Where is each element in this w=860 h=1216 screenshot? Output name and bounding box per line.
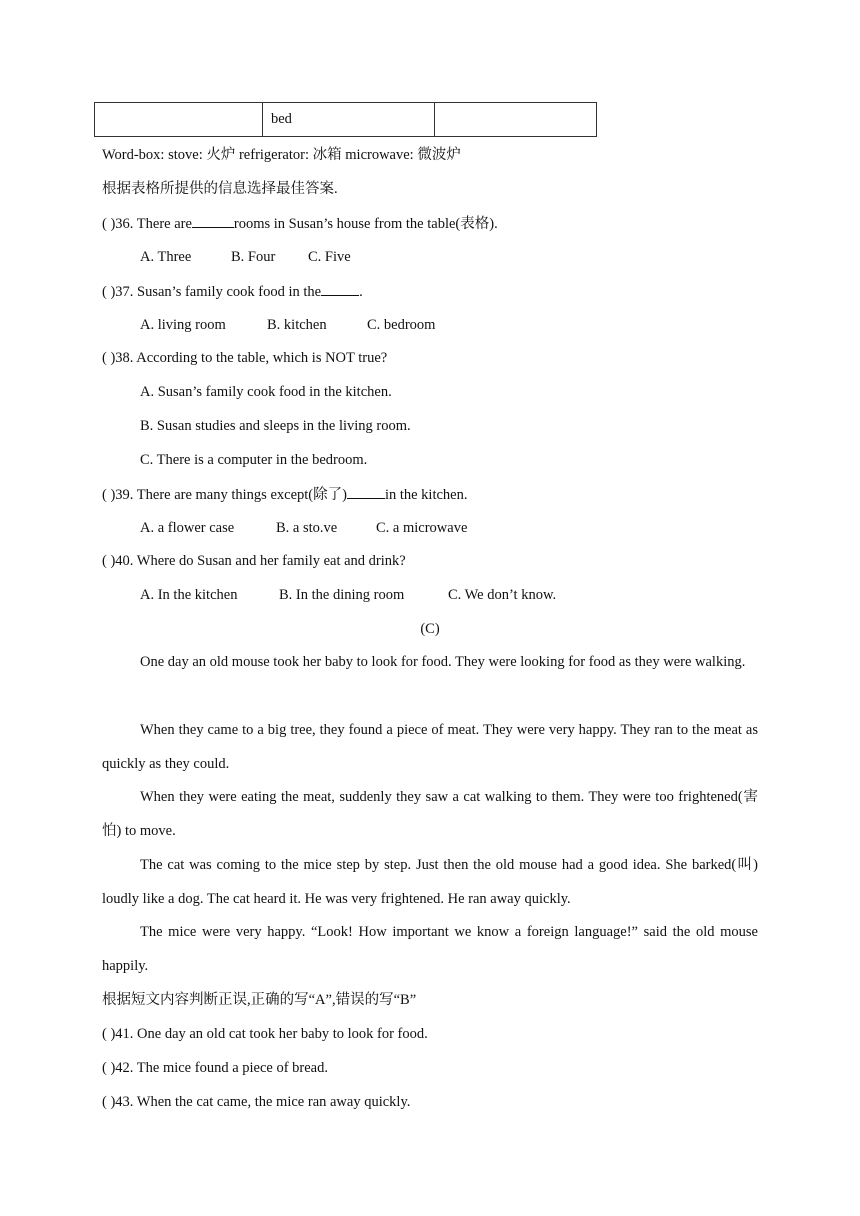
question-40-options [140,585,556,605]
question-39-options [140,518,467,538]
passage-paragraph: When they were eating the meat, suddenly they saw a cat walking to them. They were too frightened(害怕) to move. [102,789,758,839]
true-false-item: ( )41. One day an old cat took her baby to look for food. [102,1026,428,1042]
passage-paragraph: The cat was coming to the mice step by step. Just then the old mouse had a good idea. She barked(叫) loudly like a dog. The cat heard it. He was very frightened. He ran away quickly. [102,857,758,907]
question-39-prefix: ( )39. There are many things except(除了) [102,487,347,503]
answer-blank[interactable] [321,281,359,296]
option-b: B. Four [231,249,276,265]
option-c: C. We don’t know. [448,587,557,603]
table-row [95,103,597,137]
option-b: B. a sto.ve [276,520,338,536]
question-39 [102,484,467,505]
question-37-suffix: . [359,284,363,300]
question-36 [102,213,498,234]
table-cell [95,103,263,137]
question-37 [102,281,363,302]
true-false-item: ( )43. When the cat came, the mice ran away quickly. [102,1094,411,1110]
table-cell: bed [263,103,435,137]
option-c: C. Five [308,249,351,265]
option-c: C. bedroom [367,317,436,333]
option-a: A. a flower case [140,520,235,536]
word-box: Word-box: stove: 火炉 refrigerator: 冰箱 microwave: 微波炉 [102,147,461,163]
question-37-prefix: ( )37. Susan’s family cook food in the [102,284,322,300]
answer-blank[interactable] [192,213,234,228]
answer-blank[interactable] [347,484,385,499]
rooms-table [94,102,597,137]
option-a: A. In the kitchen [140,587,238,603]
option-a: A. living room [140,317,226,333]
option-a: A. Susan’s family cook food in the kitchen. [140,384,392,400]
option-c: C. a microwave [376,520,468,536]
option-b: B. Susan studies and sleeps in the living room. [140,418,411,434]
table-cell [435,103,597,137]
passage-paragraph: When they came to a big tree, they found a piece of meat. They were very happy. They ran to the meat as quickly as they could. [102,722,758,772]
passage-paragraph: The mice were very happy. “Look! How important we know a foreign language!” said the old mouse happily. [102,924,758,974]
question-38: ( )38. According to the table, which is NOT true? [102,350,388,366]
instruction-b: 根据表格所提供的信息选择最佳答案. [102,181,338,197]
option-c: C. There is a computer in the bedroom. [140,452,368,468]
true-false-item: ( )42. The mice found a piece of bread. [102,1060,328,1076]
question-37-options [140,315,435,335]
question-40: ( )40. Where do Susan and her family eat and drink? [102,553,406,569]
section-heading: (C) [420,621,440,637]
question-36-prefix: ( )36. There are [102,216,192,232]
question-39-suffix: in the kitchen. [384,487,468,503]
option-a: A. Three [140,249,192,265]
option-b: B. kitchen [267,317,327,333]
question-36-suffix: rooms in Susan’s house from the table(表格). [233,216,498,232]
question-36-options [140,247,351,267]
instruction-c: 根据短文内容判断正误,正确的写“A”,错误的写“B” [102,992,417,1008]
option-b: B. In the dining room [279,587,405,603]
passage-paragraph: One day an old mouse took her baby to look for food. They were looking for food as they were walking. [140,654,746,670]
